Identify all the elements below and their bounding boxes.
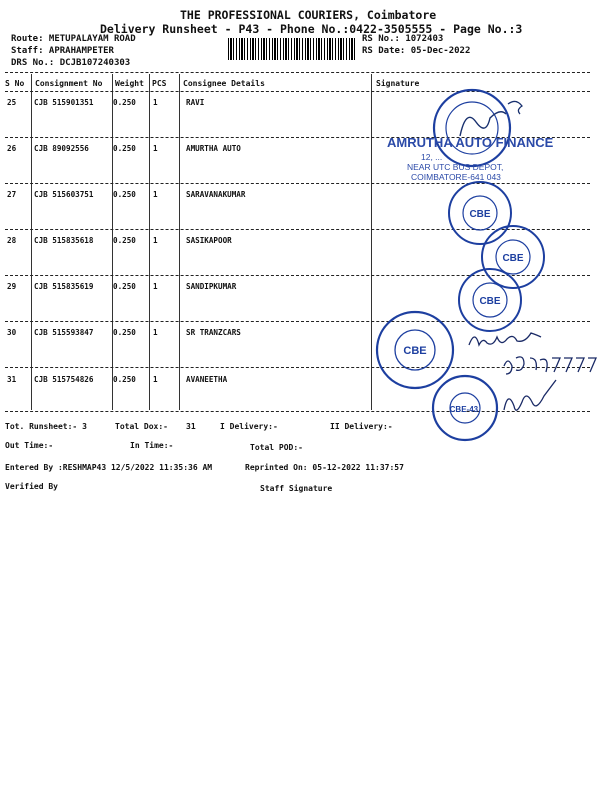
amrutha-auto-stamp <box>385 132 554 182</box>
row-consignment: CJB 515603751 <box>34 190 94 199</box>
column-line <box>149 74 150 410</box>
row-pcs: 1 <box>153 282 158 291</box>
row-weight: 0.250 <box>113 328 136 337</box>
stamp-line-4: COIMBATORE-641 043 <box>411 172 501 182</box>
row-sno: 31 <box>7 375 17 384</box>
stamp-cbe: CBE <box>469 209 491 220</box>
entered-by: Entered By :RESHMAP43 12/5/2022 11:35:36 AM <box>5 463 213 472</box>
row-consignment: CJB 515901351 <box>34 98 94 107</box>
row-sno: 28 <box>7 236 17 245</box>
row-weight: 0.250 <box>113 144 136 153</box>
row-pcs: 1 <box>153 144 158 153</box>
row-sno: 29 <box>7 282 17 291</box>
stamp-line-2: 12, ... <box>421 152 443 162</box>
rs-date: RS Date: 05-Dec-2022 <box>362 46 471 56</box>
runsheet-title: Delivery Runsheet - P43 - Phone No.:0422-3505555 - Page No.:3 <box>100 22 523 36</box>
row-sno: 27 <box>7 190 17 199</box>
stamp-cbe: CBE <box>403 345 427 357</box>
col-weight: Weight <box>115 79 144 88</box>
route: Route: METUPALAYAM ROAD <box>11 34 136 44</box>
row-pcs: 1 <box>153 375 158 384</box>
col-consignee: Consignee Details <box>183 79 265 88</box>
staff-signature: Staff Signature <box>260 484 333 493</box>
rs-number: RS No.: 1072403 <box>362 34 444 44</box>
row-pcs: 1 <box>153 236 158 245</box>
stamp-cbe: CBE <box>479 296 501 307</box>
staff: Staff: APRAHAMPETER <box>11 46 114 56</box>
row-consignee: AVANEETHA <box>186 375 228 384</box>
reprinted-on: Reprinted On: 05-12-2022 11:37:57 <box>245 463 404 472</box>
row-consignment: CJB 515593847 <box>34 328 94 337</box>
column-line <box>179 74 180 410</box>
handwritten-phone <box>500 350 600 378</box>
stamp-line-1: AMRUTHA AUTO FINANCE <box>387 135 554 150</box>
row-consignee: AMURTHA AUTO <box>186 144 241 153</box>
row-consignee: SR TRANZCARS <box>186 328 241 337</box>
i-delivery: I Delivery:- <box>220 422 278 431</box>
divider <box>5 72 590 73</box>
row-weight: 0.250 <box>113 190 136 199</box>
col-pcs: PCS <box>152 79 167 88</box>
row-consignment: CJB 515835619 <box>34 282 94 291</box>
verified-by: Verified By <box>5 482 58 491</box>
avaneetha-textiles-stamp <box>425 372 505 442</box>
stamp-cbe: CBE <box>502 253 524 264</box>
row-consignment: CJB 515754826 <box>34 375 94 384</box>
ii-delivery: II Delivery:- <box>330 422 393 431</box>
row-consignment: CJB 515835618 <box>34 236 94 245</box>
row-pcs: 1 <box>153 190 158 199</box>
row-consignee: SASIKAPOOR <box>186 236 232 245</box>
row-weight: 0.250 <box>113 375 136 384</box>
barcode <box>228 38 355 60</box>
col-consignment: Consignment No <box>35 79 103 88</box>
row-pcs: 1 <box>153 98 158 107</box>
row-sno: 26 <box>7 144 17 153</box>
row-sno: 25 <box>7 98 17 107</box>
total-dox-label: Total Dox:- <box>115 422 168 431</box>
column-line <box>31 74 32 410</box>
stamp-cbe-43: CBE-43. <box>449 405 481 414</box>
signature-scribble <box>500 380 560 420</box>
row-sno: 30 <box>7 328 17 337</box>
row-consignee: SANDIPKUMAR <box>186 282 237 291</box>
drs-number: DRS No.: DCJB107240303 <box>11 58 131 68</box>
total-runsheet: Tot. Runsheet:- 3 <box>5 422 87 431</box>
row-consignee: SARAVANAKUMAR <box>186 190 246 199</box>
row-pcs: 1 <box>153 328 158 337</box>
row-weight: 0.250 <box>113 282 136 291</box>
total-dox-value: 31 <box>186 422 196 431</box>
col-signature: Signature <box>376 79 420 88</box>
row-weight: 0.250 <box>113 236 136 245</box>
handwritten-name <box>465 325 555 353</box>
in-time: In Time:- <box>130 441 174 450</box>
out-time: Out Time:- <box>5 441 54 450</box>
stamp-line-3: NEAR UTC BUS DEPOT, <box>407 162 504 172</box>
col-sno: S No <box>5 79 25 88</box>
row-consignee: RAVI <box>186 98 205 107</box>
total-pod: Total POD:- <box>250 443 303 452</box>
row-consignment: CJB 89092556 <box>34 144 89 153</box>
row-weight: 0.250 <box>113 98 136 107</box>
company-title: THE PROFESSIONAL COURIERS, Coimbatore <box>180 8 437 22</box>
